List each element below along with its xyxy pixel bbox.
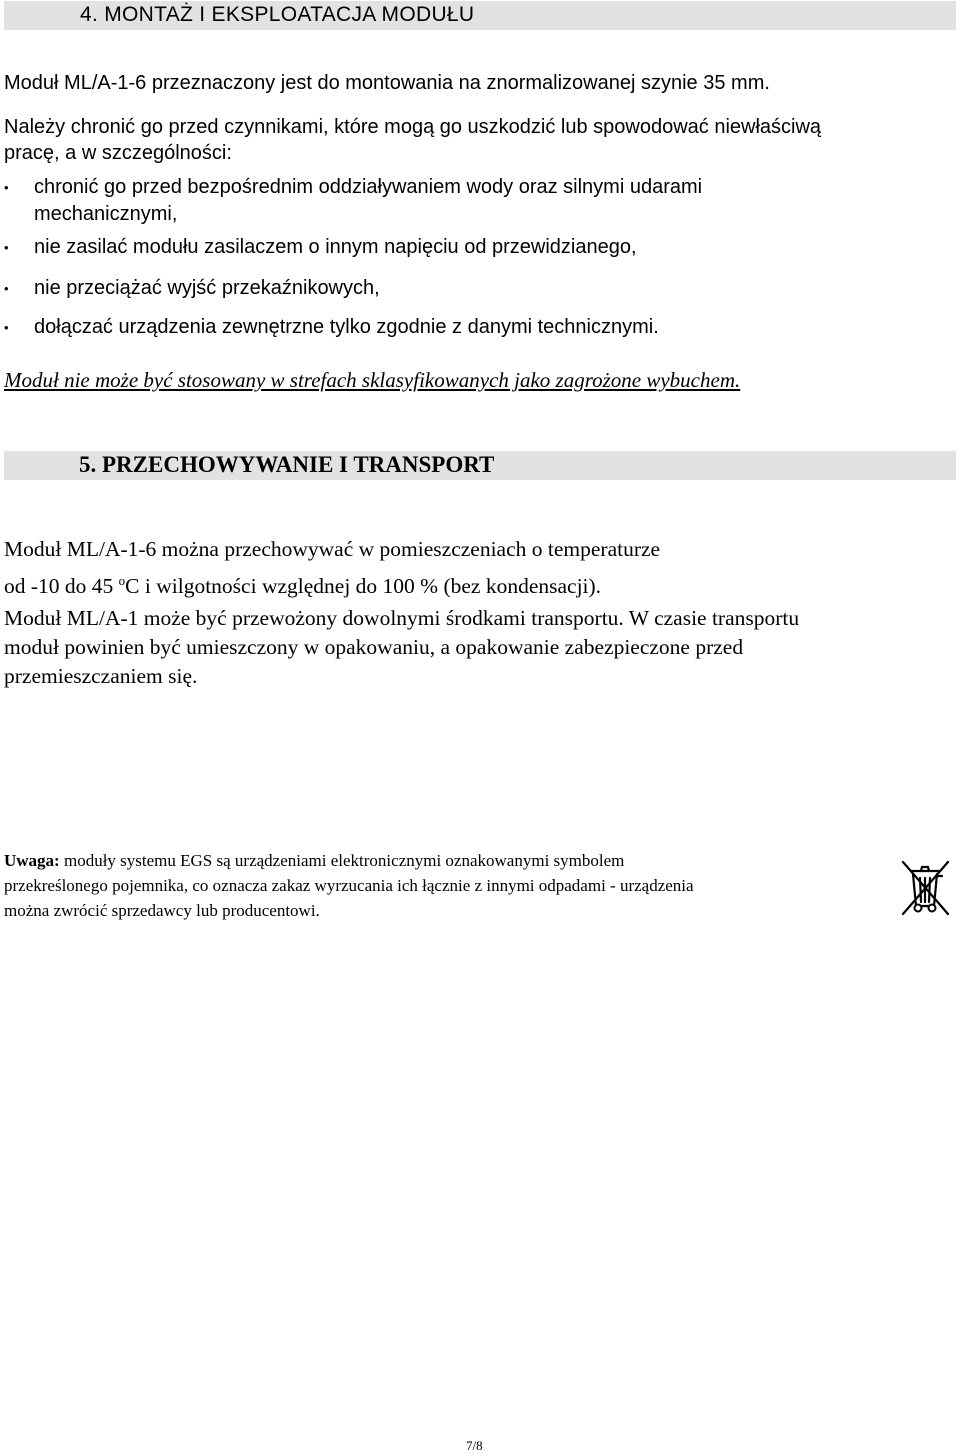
section-5-paragraph-line-1: Moduł ML/A-1-6 można przechowywać w pomieszczeniach o temperaturze bbox=[4, 537, 661, 561]
section-5-paragraph-line-2 bbox=[4, 573, 601, 599]
note-label: Uwaga: bbox=[4, 851, 60, 870]
page-number: 7/8 bbox=[466, 1438, 483, 1453]
list-item-text: nie przeciążać wyjść przekaźnikowych, bbox=[34, 277, 380, 299]
section-4-paragraph-line-1: Moduł ML/A-1-6 przeznaczony jest do montowania na znormalizowanej szynie 35 mm. bbox=[4, 72, 770, 94]
explosion-zone-warning: Moduł nie może być stosowany w strefach sklasyfikowanych jako zagrożone wybuchem. bbox=[4, 368, 741, 392]
bullet-icon: • bbox=[4, 320, 9, 335]
bullet-icon: • bbox=[4, 240, 9, 255]
section-5-heading: 5. PRZECHOWYWANIE I TRANSPORT bbox=[79, 452, 495, 477]
section-4-paragraph-line-3: pracę, a w szczególności: bbox=[4, 142, 232, 164]
section-5-paragraph-line-4: moduł powinien być umieszczony w opakowaniu, a opakowanie zabezpieczone przed bbox=[4, 635, 744, 659]
humidity-text: C i wilgotności względnej do 100 % (bez kondensacji). bbox=[125, 574, 602, 599]
disposal-note-line-1 bbox=[4, 851, 624, 871]
degree-superscript: o bbox=[118, 573, 126, 588]
list-item-text: dołączać urządzenia zewnętrzne tylko zgodnie z danymi technicznymi. bbox=[34, 316, 659, 338]
section-4-heading: 4. MONTAŻ I EKSPLOATACJA MODUŁU bbox=[80, 3, 475, 26]
section-5-paragraph-line-3: Moduł ML/A-1 może być przewożony dowolnymi środkami transportu. W czasie transportu bbox=[4, 606, 800, 630]
section-4-paragraph-line-2: Należy chronić go przed czynnikami, które mogą go uszkodzić lub spowodować niewłaściwą bbox=[4, 116, 822, 138]
disposal-note-line-3: można zwrócić sprzedawcy lub producentowi. bbox=[4, 901, 320, 920]
list-item-text: nie zasilać modułu zasilaczem o innym napięciu od przewidzianego, bbox=[34, 236, 637, 258]
list-item-text: chronić go przed bezpośrednim oddziaływaniem wody oraz silnymi udarami bbox=[34, 176, 703, 198]
note-text: moduły systemu EGS są urządzeniami elektronicznymi oznakowanymi symbolem bbox=[59, 851, 625, 870]
section-5-paragraph-line-5: przemieszczaniem się. bbox=[4, 664, 198, 688]
disposal-note-line-2: przekreślonego pojemnika, co oznacza zakaz wyrzucania ich łącznie z innymi odpadami - urządzenia bbox=[4, 876, 694, 895]
crossed-out-wheelie-bin-icon bbox=[898, 858, 952, 918]
temperature-range-text: od -10 do 45 bbox=[4, 574, 119, 599]
list-item-text: mechanicznymi, bbox=[34, 203, 178, 225]
bullet-icon: • bbox=[4, 281, 9, 296]
bullet-icon: • bbox=[4, 180, 9, 195]
